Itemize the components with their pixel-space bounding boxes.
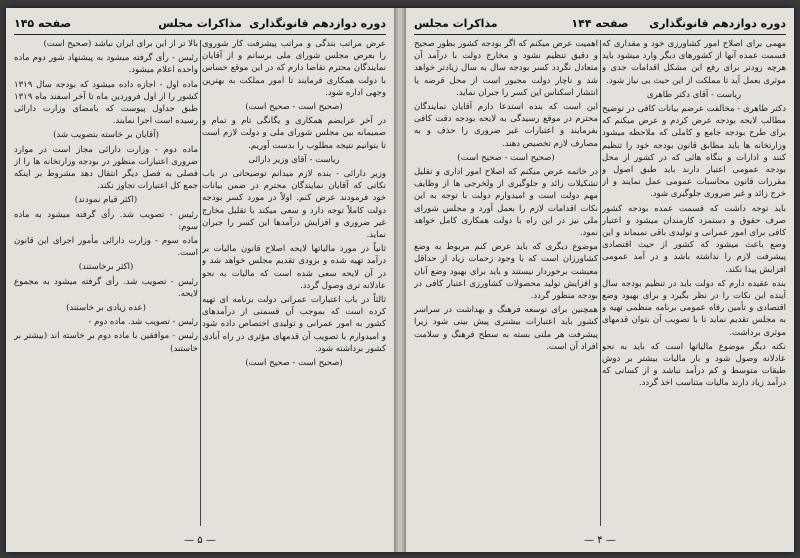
header-page-number: صفحه ۱۴۵ bbox=[14, 17, 72, 30]
paragraph: بنده عقیده دارم که دولت باید در تنظیم بودجه سال آینده این نکات را در نظر بگیرد و برای بهبود وضع اقتصادی و تأمین رفاه عمومی برنامه منظمی تهیه و به مجلس تقدیم نماید تا با تصویب آن بتوان قدمهای موثری برداشت. bbox=[602, 278, 786, 338]
page-footer: — ۴ — bbox=[584, 535, 616, 546]
paragraph: (صحیح است - صحیح است) bbox=[245, 358, 343, 369]
speaker-line: ریاست - آقای وزیر دارائی bbox=[248, 154, 340, 165]
paragraph: ثالثاً در باب اعتبارات عمرانی دولت برنامه ای تهیه کرده است که بموجب آن قسمتی از درآمدهای کشور به امور عمرانی و تولیدی اختصاص داده شود و امیدوارم با تصویب آن قدمهای مؤثری در راه آبادی کشور برداشته شود. bbox=[202, 295, 386, 354]
paragraph: (عده زیادی بر خاستند) bbox=[66, 303, 146, 314]
book-spread bbox=[6, 8, 794, 552]
paragraph: ماده سوم - وزارت دارائی مأمور اجرای این قانون است. bbox=[14, 236, 198, 259]
header-section: مذاکرات مجلس bbox=[158, 17, 242, 30]
paragraph: همچنین برای توسعه فرهنگ و بهداشت در سراسر کشور باید اعتبارات بیشتری پیش بینی شود زیرا پیشرفت هر ملتی بسته به سطح فرهنگ و سلامت افراد آن است. bbox=[414, 305, 598, 352]
paragraph: (صحیح است - صحیح است) bbox=[245, 102, 343, 113]
page-144 bbox=[406, 8, 794, 552]
paragraph: رئیس - تصویب شد. رأی گرفته میشود به ماده سوم: bbox=[14, 209, 198, 232]
text-columns bbox=[414, 38, 786, 528]
text-columns bbox=[14, 38, 386, 528]
paragraph: ماده اول - اجازه داده میشود که بودجه سال ۱۳۱۹ کشور را از اول فروردین ماه تا آخر اسفند ماه ۱۳۱۹ طبق جداول پیوست که بامضای وزارت دارائی رسیده است اجرا نمایند. bbox=[14, 79, 198, 127]
paragraph: نکته دیگر موضوع مالیاتها است که باید به نحو عادلانه وصول شود و بار مالیات بیشتر بر دوش طبقات متوسط و کم درآمد نباشد و از کسانی که درآمد زیاد دارند مالیات متناسب اخذ گردد. bbox=[602, 341, 786, 389]
paragraph: مهمی برای اصلاح امور کشاورزی خود و مقداری که قسمت عمده آنها از کشورهای دیگر وارد میشود باید هرچه زودتر برای رفع این مشکل اقدامات جدی و موثری بعمل آید تا مملکت از این حیث بی نیاز شود. bbox=[602, 39, 786, 86]
paragraph: اهمیت عرض میکنم که اگر بودجه کشور بطور صحیح و دقیق تنظیم نشود و مخارج دولت با درآمد آن متعادل نگردد کسر بودجه سال به سال زیادتر خواهد شد و ناچار دولت مجبور است از محل قرضه یا انتشار اسکناس این کسر را جبران نماید. bbox=[414, 39, 598, 98]
page-header bbox=[14, 14, 386, 35]
paragraph: موضوع دیگری که باید عرض کنم مربوط به وضع کشاورزان است که با وجود زحمات زیاد از حداقل معیشت برخوردار نیستند و باید برای بهبود وضع آنان و افزایش تولید محصولات کشاورزی اعتبار کافی در بودجه منظور گردد. bbox=[414, 242, 598, 302]
header-page-number: صفحه ۱۴۴ bbox=[571, 17, 629, 30]
page-145 bbox=[6, 8, 394, 552]
paragraph: (صحیح است - صحیح است) bbox=[457, 152, 555, 163]
paragraph: در خاتمه عرض میکنم که اصلاح امور اداری و تقلیل تشکیلات زائد و جلوگیری از ولخرجی ها از وظایف مهم دولت است و امیدوارم دولت با توجه به این نکات اقدامات لازم را بعمل آورد و مجلس شورای ملی نیز در این راه با دولت همکاری کامل خواهد نمود. bbox=[414, 167, 598, 239]
paragraph: رئیس - موافقین با ماده دوم بر خاسته اند (بیشتر بر خاستند) bbox=[14, 331, 198, 354]
book-gutter bbox=[394, 8, 406, 552]
paragraph: در آخر عرایضم همکاری و یگانگی تام و تمام و صمیمانه بین مجلس شورای ملی و دولت لازم است تا بتوانیم نتیجه مطلوب را بدست آوریم. bbox=[202, 116, 386, 151]
header-section: مذاکرات مجلس bbox=[414, 17, 498, 30]
paragraph: این است که بنده استدعا دارم آقایان نمایندگان محترم در موقع رسیدگی به لایحه بودجه دقت کافی بفرمایند و اعتبارات غیر ضروری را حذف و به مصارف لازم تخصیص دهند. bbox=[414, 102, 598, 149]
paragraph: بالا تر از این برای ایران نباشد (صحیح است) bbox=[43, 39, 198, 49]
column-divider bbox=[600, 40, 601, 526]
paragraph: ماده دوم - وزارت دارائی مجاز است در موارد ضروری اعتبارات منظور در بودجه وزارتخانه ها را از فصلی به فصل دیگر انتقال دهد مشروط بر اینکه جمع کل اعتبارات تجاوز نکند. bbox=[14, 144, 198, 192]
speaker-line: ریاست - آقای دکتر طاهری bbox=[646, 89, 742, 100]
column-divider bbox=[200, 40, 201, 526]
column-right bbox=[202, 38, 386, 528]
paragraph: عرض مراتب بندگی و مراتب پیشرفت کار شوروی را بعرض مجلس شورای ملی برسانم و از آقایان نمایندگان محترم تقاضا دارم که در این موقع حساس با دولت همکاری فرمایند تا امور مملکت به بهترین وجهی اداره شود. bbox=[202, 39, 386, 98]
page-footer: — ۵ — bbox=[184, 535, 216, 546]
column-left bbox=[414, 38, 598, 528]
header-title: دوره دوازدهم قانونگذاری bbox=[649, 17, 786, 30]
column-right bbox=[602, 38, 786, 528]
paragraph: رئیس - تصویب شد. ماده دوم - bbox=[88, 317, 198, 328]
paragraph: وزیر دارائی - بنده لازم میدانم توضیحاتی در باب نکاتی که آقایان نمایندگان محترم در ضمن بیانات خود فرمودند عرض کنم. اولاً در مورد کسر بودجه دولت کاملاً توجه دارد و سعی میکند با تقلیل مخارج غیر ضروری و افزایش درآمدها این کسر را جبران نماید. bbox=[202, 169, 386, 241]
paragraph: (اکثر قیام نمودند) bbox=[74, 195, 138, 206]
paragraph: (آقایان بر خاسته بتصویب شد) bbox=[53, 130, 159, 141]
header-title: دوره دوازدهم قانونگذاری bbox=[249, 17, 386, 30]
paragraph: رئیس - تصویب شد. رأی گرفته میشود به مجموع لایحه. bbox=[14, 276, 198, 299]
paragraph: باید توجه داشت که قسمت عمده بودجه کشور صرف حقوق و دستمزد کارمندان میشود و اعتبار کافی برای امور عمرانی و تولیدی باقی نمیماند و این وضع باعث میشود که کشور از حیث اقتصادی پیشرفت لازم را نداشته باشد و در آمد عمومی افزایش پیدا نکند. bbox=[602, 203, 786, 275]
page-header bbox=[414, 14, 786, 35]
paragraph: دکتر طاهری - مخالفت عرضم بیانات کافی در توضیح مطالب لایحه بودجه عرض کردم و عرض میکنم که برای طرح بودجه جامع و کاملی که ملاحظه میشود وزارتخانه ها باید مطابق قانون بودجه خود را تنظیم کنند و ادارات و بنگاه هائی که در کشور از محل بودجه عمومی اعتبار دارند باید طبق اصول و مقررات قانون محاسبات عمومی عمل نمایند و از خرج زائد و غیر ضروری جلوگیری شود. bbox=[602, 104, 786, 200]
column-left bbox=[14, 38, 198, 528]
paragraph: ثانیاً در مورد مالیاتها لایحه اصلاح قانون مالیات بر درآمد تهیه شده و بزودی تقدیم مجلس خواهد شد و در آن لایحه سعی شده است که مالیات به نحو عادلانه تری وصول گردد. bbox=[202, 244, 386, 291]
paragraph: رئیس - رأی گرفته میشود به پیشنهاد شور دوم ماده واحده اعلام میشود. bbox=[14, 53, 198, 76]
paragraph: (اکثر برخاستند) bbox=[78, 262, 134, 273]
